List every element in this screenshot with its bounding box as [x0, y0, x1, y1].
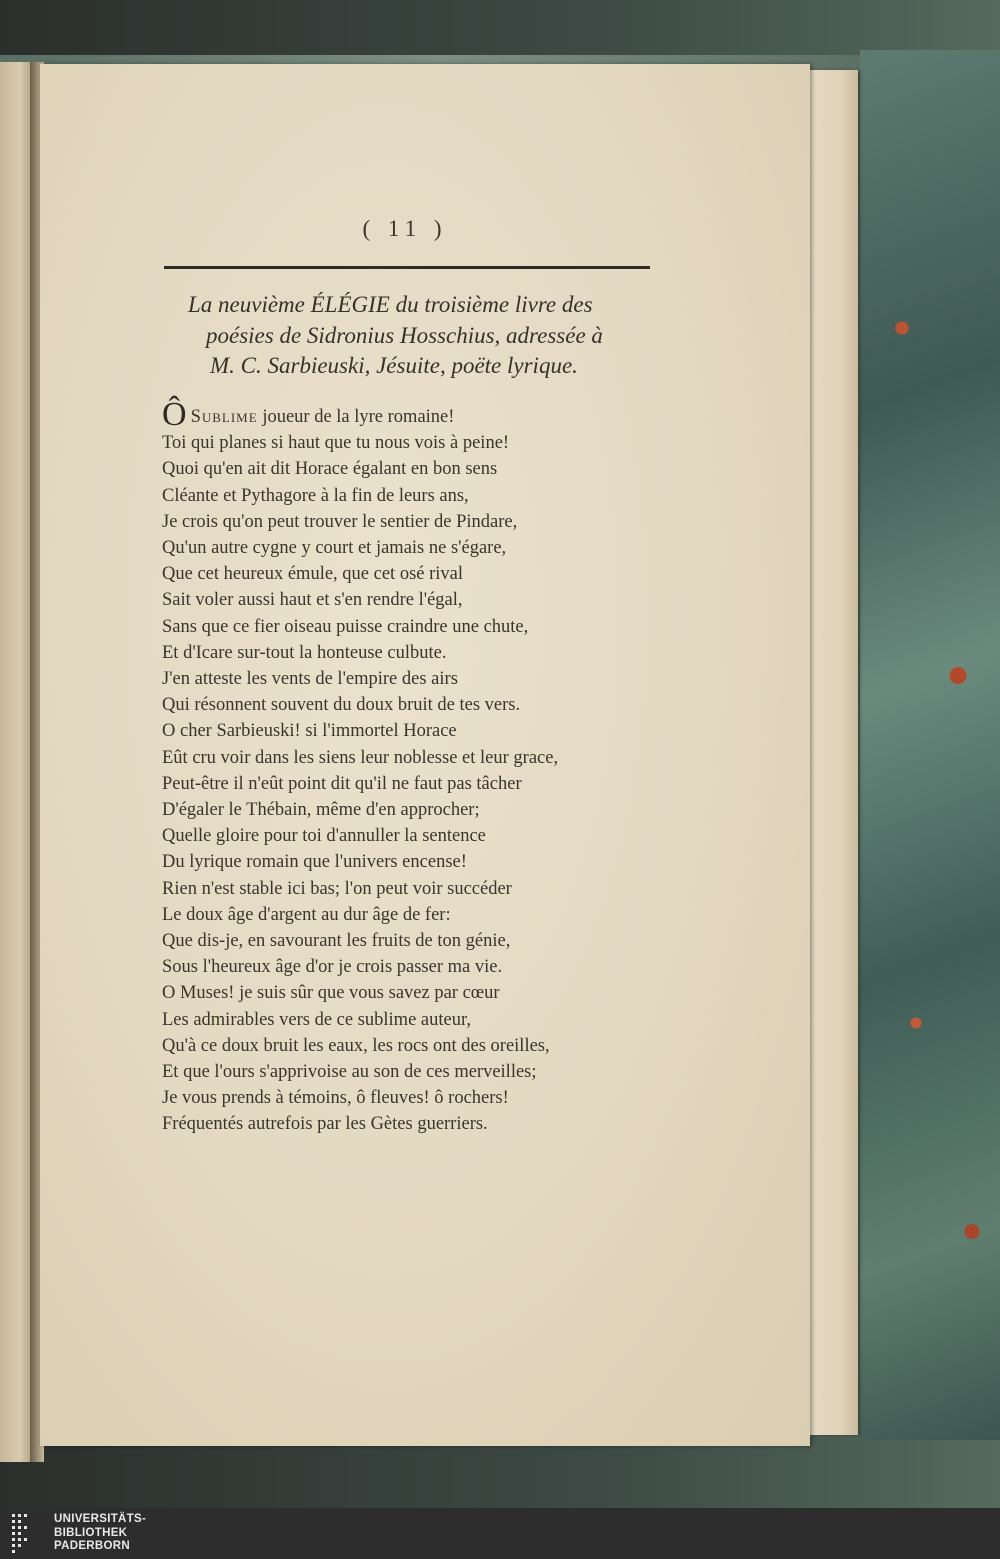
- poem-line: Qu'un autre cygne y court et jamais ne s'égare,: [162, 538, 507, 559]
- poem-line: Sans que ce fier oiseau puisse craindre une chute,: [162, 616, 529, 637]
- poem-line: D'égaler le Thébain, même d'en approcher;: [162, 800, 480, 821]
- poem-line: O Muses! je suis sûr que vous savez par cœur: [162, 983, 500, 1004]
- library-name-line: BIBLIOTHEK: [54, 1526, 128, 1539]
- poem-line-rest: joueur de la lyre romaine!: [257, 407, 455, 427]
- verso-page-edge: [0, 62, 34, 1462]
- poem-line: O cher Sarbieuski! si l'immortel Horace: [162, 721, 457, 742]
- heading-line: poésies de Sidronius Hosschius, adressée à: [206, 322, 603, 348]
- poem-line: Et que l'ours s'apprivoise au son de ces merveilles;: [162, 1062, 537, 1083]
- poem-line: Qu'à ce doux bruit les eaux, les rocs ont des oreilles,: [162, 1035, 550, 1056]
- small-caps-word: Sublime: [190, 407, 258, 427]
- poem-line: Eût cru voir dans les siens leur noblesse et leur grace,: [162, 747, 559, 768]
- poem-line: Les admirables vers de ce sublime auteur,: [162, 1009, 472, 1030]
- poem-line: Quelle gloire pour toi d'annuller la sentence: [162, 826, 486, 847]
- poem-line: Sait voler aussi haut et s'en rendre l'égal,: [162, 590, 463, 611]
- poem-line: Je vous prends à témoins, ô fleuves! ô rochers!: [162, 1088, 509, 1109]
- poem-line: Qui résonnent souvent du doux bruit de tes vers.: [162, 695, 521, 716]
- poem-line: J'en atteste les vents de l'empire des airs: [162, 669, 458, 690]
- library-name-line: UNIVERSITÄTS-: [54, 1513, 147, 1525]
- heading-line: M. C. Sarbieuski, Jésuite, poëte lyrique.: [210, 353, 578, 378]
- poem-line: Du lyrique romain que l'univers encense!: [162, 852, 467, 873]
- library-footer: [0, 1508, 1000, 1559]
- drop-cap: Ô: [162, 396, 187, 433]
- poem-line: Toi qui planes si haut que tu nous vois à peine!: [162, 433, 510, 454]
- poem-text: [162, 396, 682, 1138]
- poem-line: Rien n'est stable ici bas; l'on peut voir succéder: [162, 878, 512, 899]
- poem-line: Que dis-je, en savourant les fruits de ton génie,: [162, 931, 511, 952]
- poem-line: Je crois qu'on peut trouver le sentier de Pindare,: [162, 511, 518, 532]
- poem-line: Cléante et Pythagore à la fin de leurs ans,: [162, 485, 469, 506]
- heading-line: La neuvième ÉLÉGIE du troisième livre des: [188, 292, 593, 317]
- poem-line: Fréquentés autrefois par les Gètes guerriers.: [162, 1114, 488, 1135]
- poem-line: Sous l'heureux âge d'or je crois passer ma vie.: [162, 957, 503, 978]
- poem-line: Le doux âge d'argent au dur âge de fer:: [162, 904, 451, 925]
- library-name: [54, 1513, 146, 1554]
- poem-line: Et d'Icare sur-tout la honteuse culbute.: [162, 642, 447, 663]
- poem-line: [162, 396, 682, 433]
- recto-page: [40, 64, 810, 1446]
- library-logo-icon: [8, 1512, 44, 1554]
- library-name-line: PADERBORN: [54, 1540, 130, 1552]
- page-number: ( 11 ): [362, 216, 448, 241]
- poem-line: Que cet heureux émule, que cet osé rival: [162, 564, 464, 585]
- header-rule: [164, 266, 650, 269]
- poem-line: Peut-être il n'eût point dit qu'il ne faut pas tâcher: [162, 773, 522, 794]
- elegy-heading: [180, 290, 670, 382]
- poem-line: Quoi qu'en ait dit Horace égalant en bon sens: [162, 459, 498, 480]
- marbled-cover: [860, 50, 1000, 1440]
